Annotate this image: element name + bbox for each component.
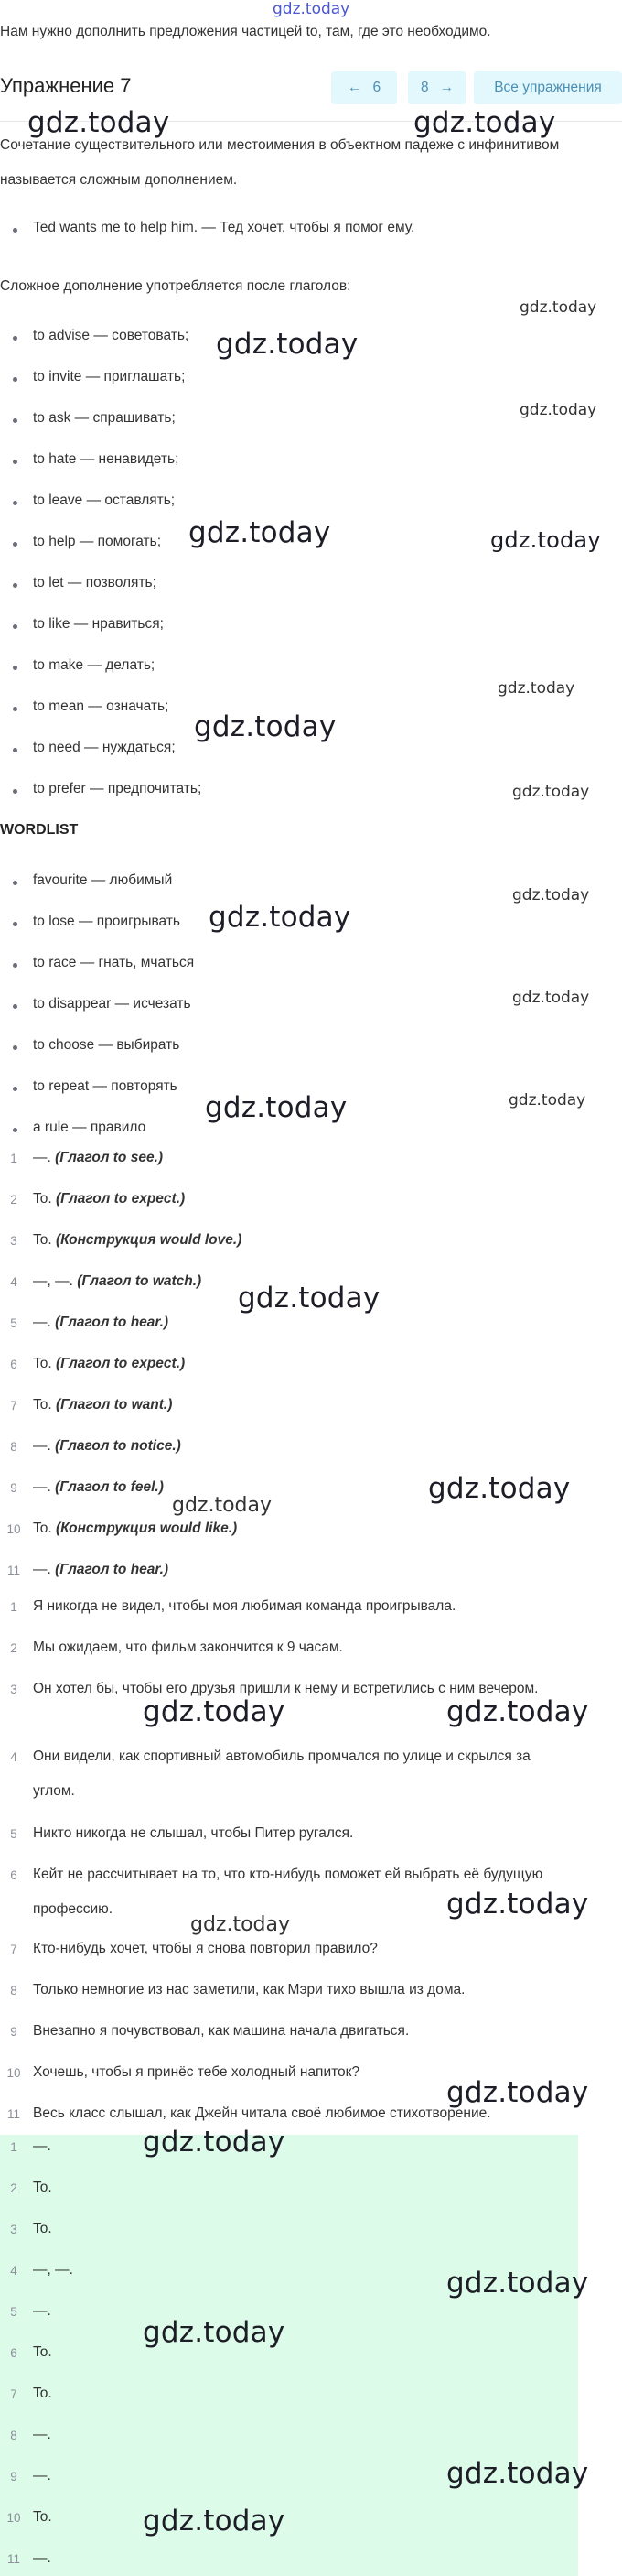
short-answer-value: To. [33, 2344, 52, 2360]
answer-value: To. [33, 1397, 52, 1412]
answer-value: To. [33, 1356, 52, 1371]
translation-number: 5 [10, 1827, 17, 1841]
translation-number: 6 [10, 1868, 17, 1882]
watermark: gdz.today [446, 2076, 589, 2109]
list-item: to advise — советовать; [33, 328, 189, 343]
watermark-top: gdz.today [273, 0, 350, 18]
answer-row [33, 1191, 185, 1207]
watermark: gdz.today [27, 106, 170, 139]
translation-row: Я никогда не видел, чтобы моя любимая команда проигрывала. [33, 1598, 456, 1614]
answer-value: To. [33, 1232, 52, 1248]
answer-number: 11 [6, 1564, 20, 1577]
bullet-dot [13, 748, 17, 752]
watermark: gdz.today [188, 516, 331, 549]
bullet-dot [13, 922, 17, 926]
list-item: to disappear — исчезать [33, 996, 191, 1012]
answer-number: 1 [10, 1152, 17, 1165]
all-exercises-label: Все упражнения [494, 80, 602, 95]
watermark: gdz.today [205, 1091, 348, 1124]
answer-number: 2 [10, 1193, 17, 1207]
answer-number: 7 [10, 1399, 17, 1412]
list-item: to make — делать; [33, 657, 156, 673]
answer-number: 5 [10, 1316, 17, 1330]
answer-value: —. [33, 1479, 51, 1495]
arrow-right-icon: → [439, 80, 455, 95]
short-answer-value: —. [33, 2303, 51, 2319]
list-item: to mean — означать; [33, 698, 169, 714]
short-answer-value: To. [33, 2180, 52, 2195]
short-answer-value: —. [33, 2468, 51, 2484]
bullet-dot [13, 377, 17, 382]
arrow-left-icon: ← [347, 80, 362, 95]
translation-number: 4 [10, 1750, 17, 1764]
watermark: gdz.today [446, 2457, 589, 2490]
watermark: gdz.today [143, 1695, 285, 1728]
answer-value: —. [33, 1150, 51, 1165]
task-text: Нам нужно дополнить предложения частицей to, там, где это необходимо. [0, 24, 491, 39]
page-title: Упражнение 7 [0, 74, 132, 97]
list-item: to ask — спрашивать; [33, 410, 176, 426]
watermark: gdz.today [143, 2316, 285, 2349]
translation-row: Весь класс слышал, как Джейн читала своё любимое стихотворение. [33, 2105, 491, 2121]
bullet-dot [13, 666, 17, 670]
answer-value: —. [33, 1438, 51, 1454]
short-answer-value: —, —. [33, 2262, 73, 2278]
translation-row: Кто-нибудь хочет, чтобы я снова повторил правило? [33, 1941, 378, 1956]
short-answer-number: 6 [10, 2346, 17, 2360]
short-answer-value: —. [33, 2550, 51, 2566]
answer-value: —. [33, 1562, 51, 1577]
short-answer-number: 3 [10, 2223, 17, 2236]
bullet-dot [13, 460, 17, 464]
watermark: gdz.today [238, 1282, 381, 1315]
answer-number: 10 [6, 1522, 21, 1536]
watermark: gdz.today [428, 1472, 571, 1505]
translation-row: Только немногие из нас заметили, как Мэри тихо вышла из дома. [33, 1982, 466, 1997]
bullet-dot [13, 336, 17, 341]
watermark: gdz.today [446, 1695, 589, 1728]
answer-explanation: (Глагол to expect.) [56, 1356, 186, 1371]
answer-explanation: (Конструкция would love.) [56, 1232, 242, 1248]
short-answer-number: 7 [10, 2387, 17, 2401]
translation-number: 8 [10, 1984, 17, 1997]
bullet-dot [13, 501, 17, 505]
theory-intro: Сочетание существительного или местоимения в объектном падеже с инфинитивом называется сложным дополнением. [0, 137, 560, 188]
list-item: to invite — приглашать; [33, 369, 186, 384]
short-answer-value: —. [33, 2138, 51, 2154]
watermark: gdz.today [216, 328, 359, 361]
prev-exercise-button[interactable] [331, 71, 397, 104]
watermark: gdz.today [509, 1091, 586, 1109]
short-answer-value: To. [33, 2386, 52, 2401]
answer-number: 8 [10, 1440, 17, 1454]
translation-number: 3 [10, 1683, 17, 1696]
list-item: to help — помогать; [33, 534, 162, 549]
bullet-dot [13, 1087, 17, 1091]
bullet-dot [13, 228, 17, 233]
list-item: to like — нравиться; [33, 616, 164, 632]
short-answer-number: 8 [10, 2429, 17, 2442]
bullet-dot [13, 707, 17, 711]
translation-number: 11 [6, 2107, 20, 2121]
watermark: gdz.today [172, 1494, 273, 1517]
list-item: to race — гнать, мчаться [33, 955, 195, 970]
translation-number: 2 [10, 1641, 17, 1655]
list-item: favourite — любимый [33, 872, 173, 888]
bullet-dot [13, 418, 17, 423]
answer-number: 6 [10, 1358, 17, 1371]
answer-row [33, 1150, 163, 1166]
answer-row [33, 1356, 185, 1372]
watermark: gdz.today [143, 2505, 285, 2538]
answer-value: —, —. [33, 1273, 73, 1289]
watermark: gdz.today [512, 886, 590, 904]
translation-row: Он хотел бы, чтобы его друзья пришли к нему и встретились с ним вечером. [33, 1681, 539, 1696]
answer-row [33, 1438, 181, 1455]
bullet-dot [13, 881, 17, 885]
answer-value: —. [33, 1315, 51, 1330]
answer-explanation: (Глагол to notice.) [55, 1438, 181, 1454]
list-item: to repeat — повторять [33, 1078, 177, 1094]
answer-explanation: (Глагол to expect.) [56, 1191, 186, 1207]
short-answer-value: To. [33, 2221, 52, 2236]
translation-row: Внезапно я почувствовал, как машина начала двигаться. [33, 2023, 410, 2039]
answer-number: 9 [10, 1481, 17, 1495]
bullet-dot [13, 1128, 17, 1132]
short-answer-number: 2 [10, 2181, 17, 2195]
translation-number: 10 [6, 2066, 21, 2080]
list-item: to leave — оставлять; [33, 492, 176, 508]
bullet-dot [13, 1045, 17, 1050]
answer-explanation: (Глагол to hear.) [55, 1315, 169, 1330]
watermark: gdz.today [413, 106, 556, 139]
short-answer-value: —. [33, 2427, 51, 2442]
short-answer-number: 10 [6, 2511, 21, 2525]
answer-explanation: (Глагол to watch.) [77, 1273, 202, 1289]
example-sentence: Ted wants me to help him. — Тед хочет, чтобы я помог ему. [33, 220, 415, 235]
short-answer-number: 1 [10, 2140, 17, 2154]
watermark: gdz.today [209, 901, 351, 934]
list-item: to let — позволять; [33, 575, 156, 590]
short-answer-value: To. [33, 2509, 52, 2525]
watermark: gdz.today [446, 2267, 589, 2300]
watermark: gdz.today [512, 989, 590, 1007]
bullet-dot [13, 789, 17, 794]
watermark: gdz.today [194, 710, 337, 743]
short-answer-number: 4 [10, 2264, 17, 2278]
list-item: to prefer — предпочитать; [33, 781, 202, 796]
next-exercise-button[interactable] [408, 71, 466, 104]
watermark: gdz.today [520, 401, 597, 419]
answer-row [33, 1397, 172, 1413]
watermark: gdz.today [190, 1913, 291, 1936]
answer-explanation: (Конструкция would like.) [56, 1521, 238, 1536]
translation-row: Мы ожидаем, что фильм закончится к 9 часам. [33, 1640, 343, 1655]
header-divider [0, 121, 622, 122]
bullet-dot [13, 624, 17, 629]
watermark: gdz.today [143, 2126, 285, 2159]
answer-row [33, 1232, 241, 1249]
answer-explanation: (Глагол to see.) [55, 1150, 164, 1165]
translation-row: Никто никогда не слышал, чтобы Питер ругался. [33, 1825, 354, 1841]
translation-row: Хочешь, чтобы я принёс тебе холодный напиток? [33, 2064, 360, 2080]
answer-row [33, 1521, 237, 1537]
answer-explanation: (Глагол to feel.) [55, 1479, 164, 1495]
answer-row [33, 1315, 168, 1331]
list-item: to need — нуждаться; [33, 740, 176, 755]
watermark: gdz.today [490, 527, 601, 553]
watermark: gdz.today [446, 1888, 589, 1921]
short-answer-number: 9 [10, 2470, 17, 2484]
bullet-dot [13, 542, 17, 547]
exercise-header [0, 68, 622, 112]
answer-explanation: (Глагол to want.) [56, 1397, 173, 1412]
list-item: to hate — ненавидеть; [33, 451, 179, 467]
next-exercise-label: 8 [420, 80, 429, 95]
short-answer-number: 11 [6, 2552, 20, 2566]
all-exercises-button[interactable] [474, 71, 622, 104]
short-answers-panel [0, 2135, 578, 2576]
watermark: gdz.today [512, 783, 590, 801]
answer-number: 4 [10, 1275, 17, 1289]
translation-row: Кейт не рассчитывает на то, что кто-нибудь поможет ей выбрать её будущую профессию. [33, 1867, 543, 1917]
prev-exercise-label: 6 [372, 80, 381, 95]
list-item: a rule — правило [33, 1120, 146, 1135]
bullet-dot [13, 583, 17, 588]
answer-value: To. [33, 1521, 52, 1536]
bullet-dot [13, 963, 17, 968]
answer-row [33, 1562, 168, 1578]
answer-explanation: (Глагол to hear.) [55, 1562, 169, 1577]
watermark: gdz.today [498, 679, 575, 698]
answer-value: To. [33, 1191, 52, 1207]
list-item: to choose — выбирать [33, 1037, 180, 1053]
translation-number: 1 [10, 1600, 17, 1614]
translation-number: 7 [10, 1943, 17, 1956]
translation-number: 9 [10, 2025, 17, 2039]
bullet-dot [13, 1004, 17, 1009]
answer-row [33, 1273, 201, 1290]
answer-row [33, 1479, 164, 1496]
translation-row: Они видели, как спортивный автомобиль промчался по улице и скрылся за углом. [33, 1748, 531, 1799]
short-answer-number: 5 [10, 2305, 17, 2319]
answer-number: 3 [10, 1234, 17, 1248]
wordlist-heading: WORDLIST [0, 822, 79, 838]
list-item: to lose — проигрывать [33, 914, 181, 929]
watermark: gdz.today [520, 298, 597, 317]
verbs-intro: Сложное дополнение употребляется после глаголов: [0, 278, 351, 294]
